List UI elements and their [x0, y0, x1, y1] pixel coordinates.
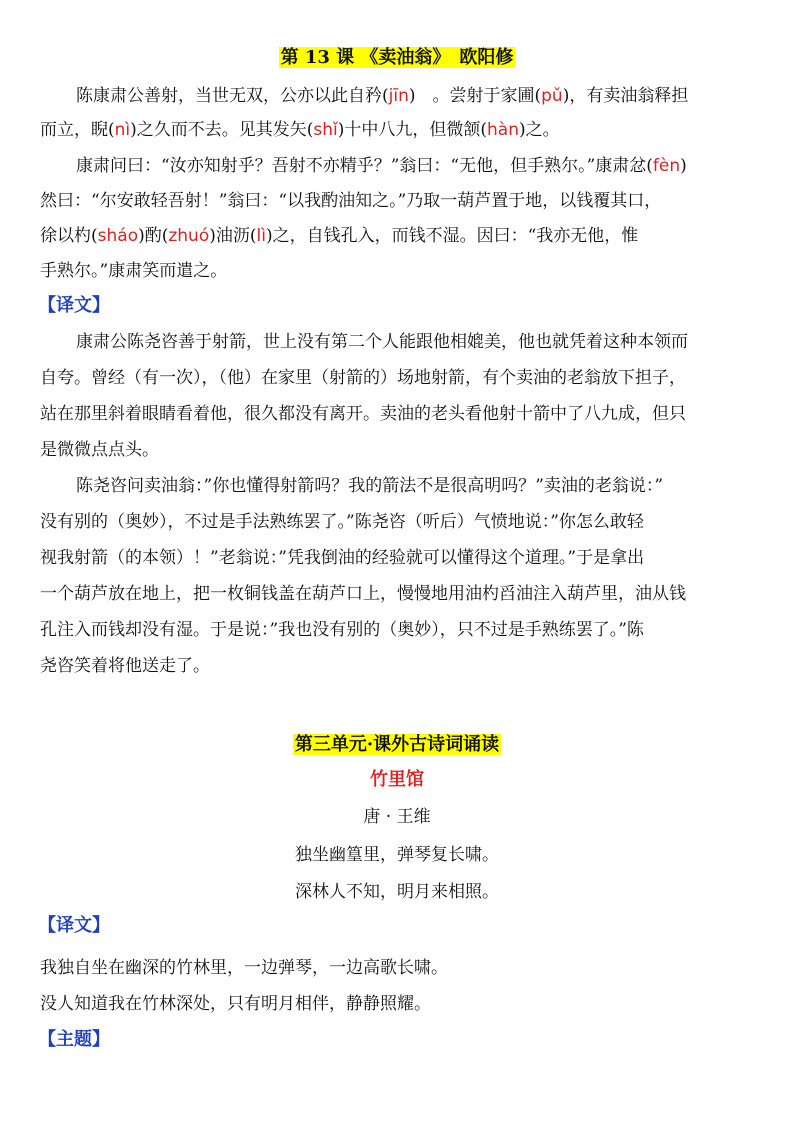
- text-segment: 康肃问曰：“汝亦知射乎？吾射不亦精乎？”翁曰：“无他，但手熟尔。”康肃忿(: [76, 156, 653, 176]
- translation-line: 孔注入而钱却没有湿。于是说：”我也没有别的（奥妙），只不过是手熟练罢了。”陈: [40, 620, 644, 640]
- poem-title: 竹里馆: [370, 769, 424, 790]
- text-segment: )之久而不去。见其发矢(: [130, 120, 314, 140]
- pinyin-annotation: nì: [114, 120, 131, 140]
- text-segment: 然曰：“尔安敢轻吾射！”翁曰：“以我酌油知之。”乃取一葫芦置于地，以钱覆其口，: [40, 191, 662, 211]
- translation-line: 一个葫芦放在地上，把一枚铜钱盖在葫芦口上，慢慢地用油杓舀油注入葫芦里，油从钱: [40, 584, 686, 604]
- pinyin-annotation: sháo: [97, 226, 139, 246]
- translation-header: 【译文】: [38, 295, 110, 316]
- pinyin-annotation: lì: [256, 226, 266, 246]
- text-segment: 徐以杓(: [40, 226, 98, 246]
- pinyin-annotation: fèn: [652, 156, 681, 176]
- poem-translation-line: 我独自坐在幽深的竹林里，一边弹琴，一边高歌长啸。: [40, 958, 448, 978]
- text-segment: ): [680, 156, 687, 176]
- text-segment: )之，自钱孔入，而钱不湿。因曰：“我亦无他，惟: [265, 226, 639, 246]
- text-segment: 陈康肃公善射，当世无双，公亦以此自矜(: [76, 86, 389, 106]
- text-segment: )十中八九，但微颔(: [337, 120, 488, 140]
- classical-line: [40, 118, 560, 142]
- pinyin-annotation: shǐ: [313, 120, 338, 140]
- classical-line: [76, 84, 688, 108]
- classical-line: [76, 154, 687, 178]
- text-segment: )，有卖油翁释担: [562, 86, 689, 106]
- text-segment: 手熟尔。”康肃笑而遣之。: [40, 261, 228, 281]
- unit-title: 第三单元·课外古诗词诵读: [294, 734, 500, 755]
- translation-line: 陈尧咨问卖油翁：”你也懂得射箭吗？我的箭法不是很高明吗？”卖油的老翁说：”: [76, 476, 664, 496]
- pinyin-annotation: zhuó: [168, 226, 210, 246]
- theme-header: 【主题】: [38, 1029, 110, 1050]
- translation-line: 视我射箭（的本领）！”老翁说：”凭我倒油的经验就可以懂得这个道理。”于是拿出: [40, 548, 645, 568]
- poem-author: 唐 · 王维: [363, 807, 431, 827]
- poem-translation-line: 没人知道我在竹林深处，只有明月相伴，静静照耀。: [40, 994, 431, 1014]
- pinyin-annotation: pǔ: [541, 86, 563, 106]
- classical-line: [40, 189, 661, 213]
- pinyin-annotation: hàn: [487, 120, 519, 140]
- poem-line: 深林人不知，明月来相照。: [295, 882, 499, 902]
- translation-line: 尧咨笑着将他送走了。: [40, 656, 210, 676]
- translation-line: 站在那里斜着眼睛看着他，很久都没有离开。卖油的老头看他射十箭中了八九成，但只: [40, 404, 686, 424]
- lesson-title: 第 13 课 《卖油翁》 欧阳修: [280, 47, 514, 68]
- text-segment: 而立，睨(: [40, 120, 115, 140]
- translation-line: 自夸。曾经（有一次），（他）在家里（射箭的）场地射箭，有个卖油的老翁放下担子，: [40, 368, 686, 388]
- translation-line: 康肃公陈尧咨善于射箭，世上没有第二个人能跟他相媲美，他也就凭着这种本领而: [76, 332, 688, 352]
- translation-line: 是微微点点头。: [40, 440, 159, 460]
- poem-translation-header: 【译文】: [38, 915, 110, 936]
- poem-line: 独坐幽篁里，弹琴复长啸。: [295, 845, 499, 865]
- text-segment: )之。: [519, 120, 560, 140]
- classical-line: [40, 224, 638, 248]
- text-segment: )酌(: [138, 226, 169, 246]
- text-segment: )油沥(: [209, 226, 257, 246]
- pinyin-annotation: jīn: [388, 86, 409, 106]
- classical-line: [40, 259, 227, 283]
- translation-line: 没有别的（奥妙），不过是手法熟练罢了。”陈尧咨（听后）气愤地说：”你怎么敢轻: [40, 512, 644, 532]
- text-segment: ) 。尝射于家圃(: [408, 86, 542, 106]
